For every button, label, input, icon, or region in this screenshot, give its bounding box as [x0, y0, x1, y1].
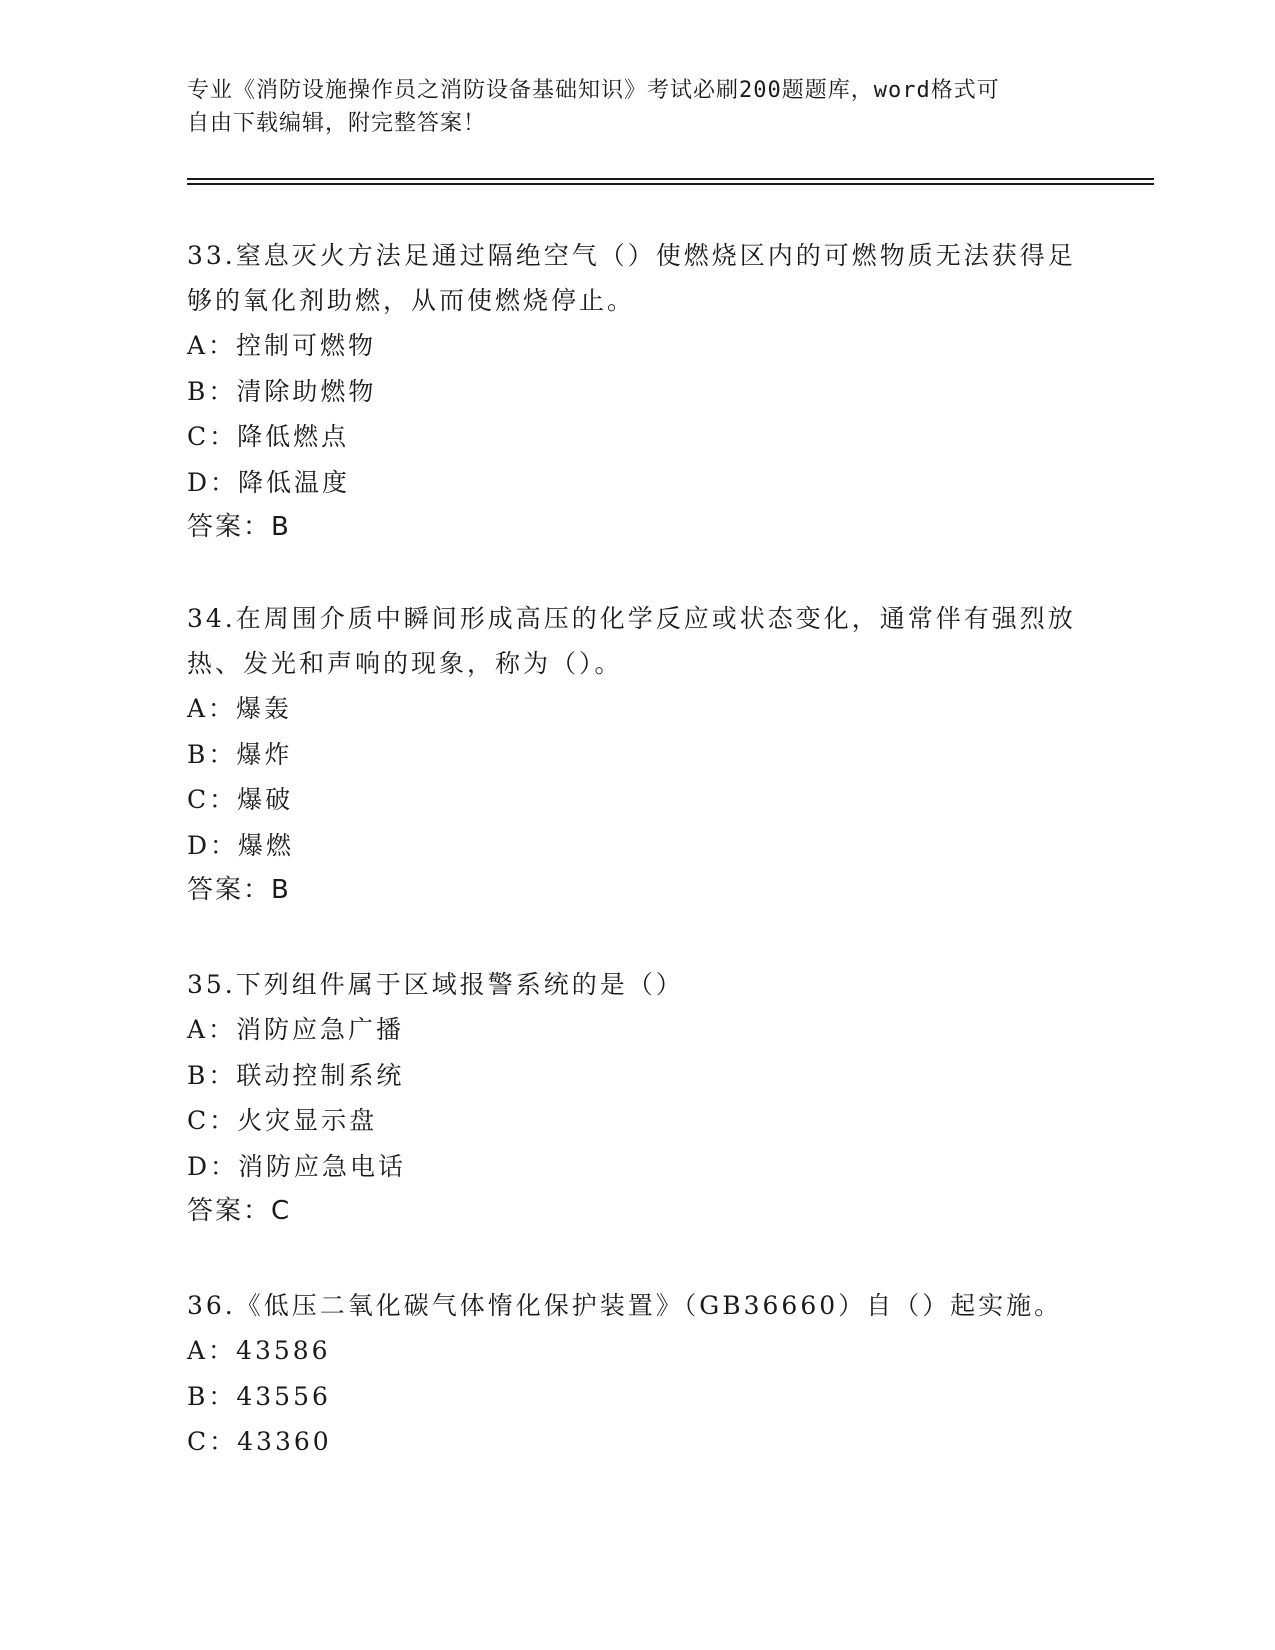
answer-line: 答案：B: [187, 512, 291, 542]
option-d: D：消防应急电话: [187, 1151, 407, 1181]
answer-line: 答案：B: [187, 875, 291, 905]
header-divider: [187, 183, 1154, 185]
option-a: A：爆轰: [187, 694, 293, 723]
option-c: C：爆破: [187, 785, 294, 814]
option-b: B：清除助燃物: [187, 376, 377, 406]
option-c: C：降低燃点: [187, 422, 350, 451]
question-stem: 36.《低压二氧化碳气体惰化保护装置》（GB36660）自（）起实施。: [187, 1291, 1063, 1320]
question-stem: 33.窒息灭火方法足通过隔绝空气（）使燃烧区内的可燃物质无法获得足够的氧化剂助燃，从而使燃烧停止。: [187, 241, 1076, 315]
question-35: [187, 962, 1087, 1234]
option-b: B：爆炸: [187, 739, 293, 769]
question-33: [187, 233, 1087, 550]
option-c: C：火灾显示盘: [187, 1106, 378, 1135]
option-a: A：43586: [187, 1336, 331, 1365]
option-d: D：爆燃: [187, 830, 295, 860]
question-36: [187, 1283, 1087, 1465]
option-b: B：43556: [187, 1381, 331, 1411]
question-34: [187, 596, 1087, 913]
document-header: 专业《消防设施操作员之消防设备基础知识》考试必刷200题题库，word格式可 自由下载编辑，附完整答案！: [187, 78, 1000, 136]
option-b: B：联动控制系统: [187, 1060, 405, 1090]
question-stem: 35.下列组件属于区域报警系统的是（）: [187, 970, 684, 999]
option-c: C：43360: [187, 1427, 332, 1456]
option-d: D：降低温度: [187, 467, 351, 497]
answer-line: 答案：C: [187, 1196, 292, 1226]
option-a: A：控制可燃物: [187, 331, 377, 360]
question-stem: 34.在周围介质中瞬间形成高压的化学反应或状态变化，通常伴有强烈放热、发光和声响的现象，称为（）。: [187, 604, 1076, 678]
option-a: A：消防应急广播: [187, 1015, 405, 1044]
header-divider: [187, 178, 1154, 180]
